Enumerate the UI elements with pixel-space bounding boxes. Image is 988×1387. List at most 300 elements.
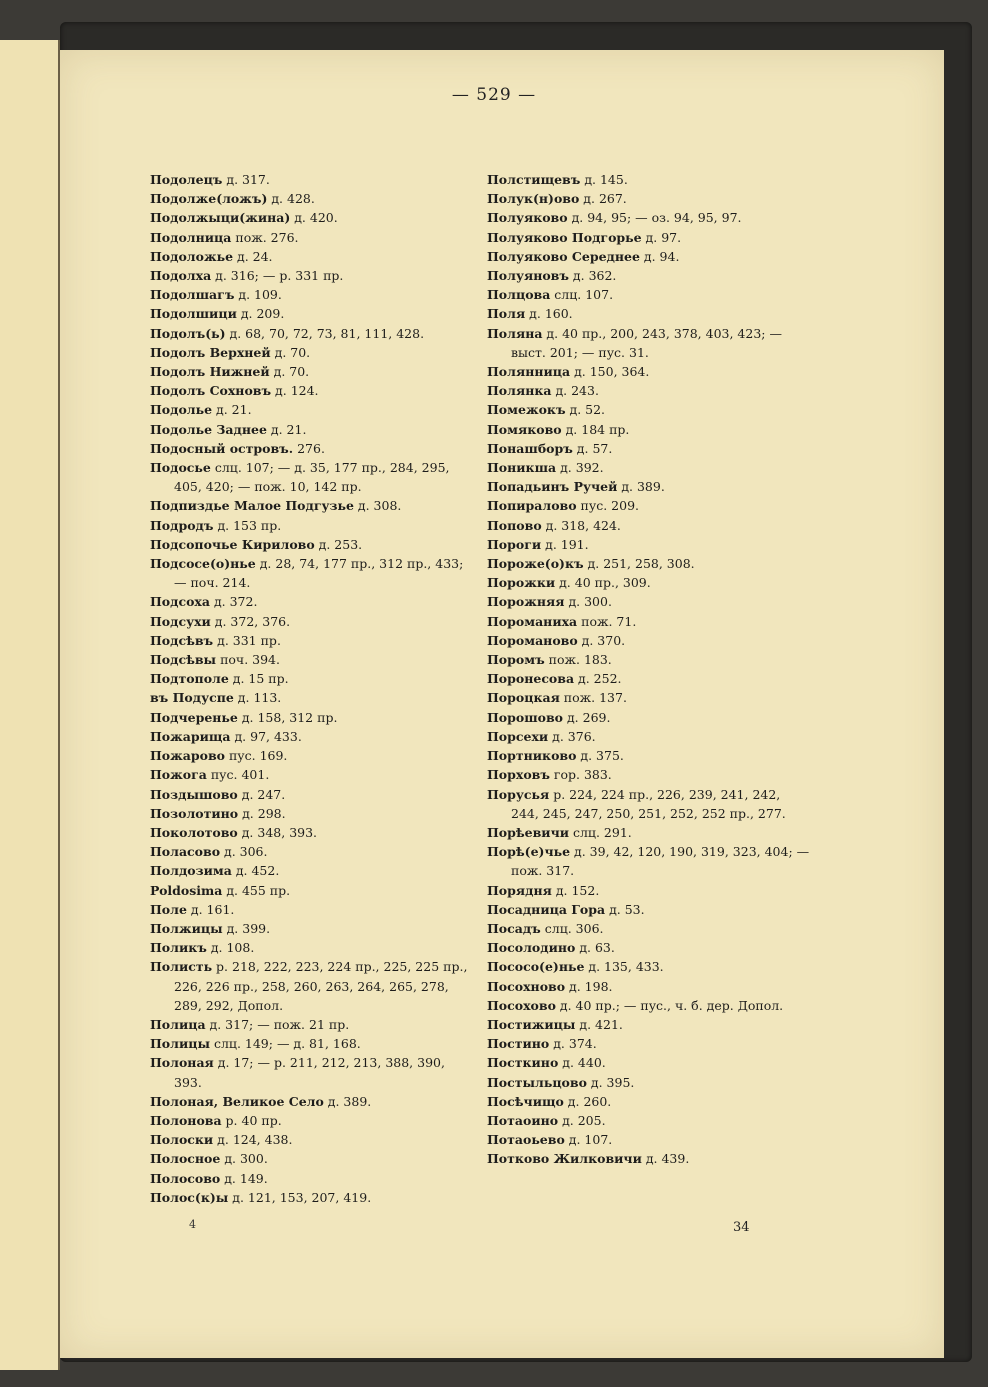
- entry-headword: Поля: [487, 306, 526, 322]
- entry-headword: Полоски: [150, 1132, 214, 1148]
- index-entry: [487, 977, 812, 996]
- entry-references: д. 251, 258, 308.: [583, 556, 695, 572]
- entry-references: д. 421.: [575, 1016, 623, 1032]
- index-entry: [487, 823, 812, 842]
- entry-references: д. 260.: [563, 1093, 612, 1109]
- entry-references: д. 376.: [548, 728, 596, 744]
- entry-references: д. 150, 364.: [570, 364, 650, 380]
- entry-headword: Посткино: [487, 1055, 559, 1071]
- entry-references: д. 209.: [236, 306, 285, 322]
- entry-references: д. 306.: [220, 844, 268, 860]
- index-entry: [487, 727, 812, 746]
- entry-references: д. 94, 95; — оз. 94, 95, 97.: [567, 210, 742, 226]
- entry-references: пож. 276.: [231, 229, 299, 245]
- entry-headword: Полосово: [150, 1170, 221, 1186]
- entry-headword: Полуяково Подгорье: [487, 229, 642, 245]
- entry-references: д. 318, 424.: [541, 517, 621, 533]
- entry-headword: Потаоьево: [487, 1132, 565, 1148]
- entry-headword: Поликъ: [150, 940, 207, 956]
- entry-references: д. 440.: [558, 1055, 606, 1071]
- entry-references: пож. 137.: [559, 690, 627, 706]
- entry-headword: Подолецъ: [150, 172, 223, 187]
- index-entry: [487, 381, 812, 400]
- entry-headword: въ Подуспе: [150, 690, 234, 706]
- entry-headword: Порховъ: [487, 767, 550, 783]
- entry-references: д. 317.: [222, 172, 270, 187]
- index-entry: [487, 708, 812, 727]
- index-entry: [487, 669, 812, 688]
- entry-references: д. 370.: [577, 632, 626, 648]
- entry-headword: Подсосе(о)нье: [150, 556, 256, 572]
- index-entry: [487, 496, 812, 515]
- entry-references: 276.: [293, 440, 325, 456]
- entry-references: д. 399.: [222, 920, 271, 936]
- entry-headword: Подтополе: [150, 671, 229, 687]
- entry-references: пус. 401.: [206, 767, 270, 783]
- entry-headword: Порѣ(е)чье: [487, 844, 571, 860]
- index-entry: [487, 1111, 812, 1130]
- index-entry: [150, 1034, 468, 1053]
- entry-references: д. 184 пр.: [561, 421, 630, 437]
- index-entry: [150, 343, 468, 362]
- entry-headword: Подолъ Сохновъ: [150, 383, 272, 399]
- entry-references: д. 267.: [579, 191, 627, 207]
- page-number: — 529 —: [451, 85, 537, 105]
- entry-headword: Попадьинъ Ручей: [487, 479, 618, 495]
- entry-references: д. 121, 153, 207, 419.: [228, 1189, 372, 1205]
- index-entry: [150, 1188, 468, 1207]
- index-entry: [150, 266, 468, 285]
- entry-references: д. 28, 74, 177 пр., 312 пр., 433; — поч. 214.: [174, 556, 464, 591]
- index-entry: [487, 266, 812, 285]
- entry-headword: Полстищевъ: [487, 172, 581, 187]
- index-entry: [150, 957, 468, 1015]
- entry-headword: Посолодино: [487, 940, 576, 956]
- entry-headword: Поляна: [487, 325, 543, 341]
- entry-references: пус. 169.: [224, 748, 288, 764]
- entry-references: слц. 107; — д. 35, 177 пр., 284, 295, 405, 420; — пож. 10, 142 пр.: [174, 460, 450, 495]
- index-entry: [150, 247, 468, 266]
- index-entry: [487, 170, 812, 189]
- entry-headword: Пожога: [150, 767, 207, 783]
- index-entry: [487, 1073, 812, 1092]
- entry-references: д. 389.: [617, 479, 665, 495]
- index-entry: [150, 727, 468, 746]
- entry-references: р. 40 пр.: [221, 1112, 282, 1128]
- entry-references: д. 348, 393.: [237, 824, 318, 840]
- entry-headword: Подосный островъ.: [150, 440, 294, 456]
- entry-headword: Поле: [150, 901, 187, 917]
- entry-headword: Помежокъ: [487, 402, 566, 418]
- entry-headword: Постыльцово: [487, 1074, 587, 1090]
- entry-references: д. 269.: [563, 709, 611, 725]
- entry-headword: Подосье: [150, 460, 211, 476]
- index-entry: [150, 439, 468, 458]
- entry-references: слц. 149; — д. 81, 168.: [210, 1036, 361, 1052]
- entry-references: д. 15 пр.: [228, 671, 289, 687]
- entry-headword: Подродъ: [150, 517, 214, 533]
- index-entry: [487, 1015, 812, 1034]
- index-entry: [150, 208, 468, 227]
- entry-headword: Полоная, Великое Село: [150, 1093, 324, 1109]
- entry-headword: Подолшагъ: [150, 287, 235, 303]
- entry-headword: Полуяково: [487, 210, 568, 226]
- entry-references: д. 158, 312 пр.: [237, 709, 338, 725]
- entry-references: д. 57.: [572, 440, 613, 456]
- entry-headword: Портниково: [487, 748, 577, 764]
- entry-references: д. 455 пр.: [222, 882, 291, 898]
- entry-headword: Посохово: [487, 997, 556, 1013]
- index-entry: [487, 304, 812, 323]
- entry-references: д. 243.: [551, 383, 599, 399]
- index-entry: [487, 996, 812, 1015]
- entry-references: д. 135, 433.: [584, 959, 664, 975]
- sheet-number: 34: [733, 1220, 750, 1235]
- entry-references: д. 70.: [270, 344, 311, 360]
- index-entry: [150, 842, 468, 861]
- entry-references: д. 161.: [186, 901, 235, 917]
- entry-references: д. 108.: [206, 940, 255, 956]
- index-entry: [487, 842, 812, 880]
- entry-headword: Полос(к)ы: [150, 1189, 229, 1205]
- entry-references: д. 107.: [564, 1132, 613, 1148]
- entry-references: д. 145.: [580, 172, 628, 187]
- entry-headword: Поласово: [150, 844, 221, 860]
- entry-references: д. 160.: [525, 306, 573, 322]
- entry-references: слц. 306.: [540, 920, 604, 936]
- index-entry: [150, 765, 468, 784]
- index-entry: [150, 189, 468, 208]
- entry-headword: Подпиздье Малое Подгузье: [150, 498, 354, 514]
- entry-references: д. 39, 42, 120, 190, 319, 323, 404; — пож. 317.: [511, 844, 810, 879]
- entry-headword: Полонова: [150, 1112, 222, 1128]
- index-entry: [150, 631, 468, 650]
- index-entry: [487, 439, 812, 458]
- index-entry: [487, 900, 812, 919]
- index-entry: [150, 1169, 468, 1188]
- index-entry: [150, 612, 468, 631]
- entry-headword: Подсопочье Кирилово: [150, 536, 315, 552]
- index-entry: [487, 919, 812, 938]
- entry-references: д. 109.: [234, 287, 282, 303]
- entry-headword: Потково Жилковичи: [487, 1151, 642, 1167]
- index-entry: [150, 228, 468, 247]
- entry-headword: Поздышово: [150, 786, 238, 802]
- index-entry: [150, 400, 468, 419]
- index-entry: [487, 1053, 812, 1072]
- index-entry: [487, 535, 812, 554]
- entry-references: д. 152.: [551, 882, 600, 898]
- entry-headword: Подолъ Верхней: [150, 344, 271, 360]
- index-entry: [150, 861, 468, 880]
- entry-headword: Порожки: [487, 575, 556, 591]
- entry-references: д. 198.: [565, 978, 613, 994]
- entry-references: д. 21.: [266, 421, 307, 437]
- index-entry: [487, 324, 812, 362]
- entry-headword: Полуяково Середнее: [487, 248, 640, 264]
- entry-headword: Поронесова: [487, 671, 575, 687]
- index-entry: [150, 785, 468, 804]
- index-entry: [150, 324, 468, 343]
- entry-references: д. 252.: [574, 671, 622, 687]
- index-entry: [487, 458, 812, 477]
- entry-headword: Попиралово: [487, 498, 577, 514]
- entry-headword: Пороманово: [487, 632, 578, 648]
- index-entry: [487, 554, 812, 573]
- entry-references: д. 97.: [641, 229, 682, 245]
- index-entry: [487, 362, 812, 381]
- entry-headword: Полянница: [487, 364, 571, 380]
- index-entry: [487, 420, 812, 439]
- entry-headword: Подсоха: [150, 594, 210, 610]
- entry-headword: Полжицы: [150, 920, 223, 936]
- index-entry: [487, 957, 812, 976]
- entry-references: д. 362.: [568, 268, 617, 284]
- entry-headword: Пороцкая: [487, 690, 560, 706]
- entry-references: слц. 107.: [550, 287, 614, 303]
- index-entry: [487, 650, 812, 669]
- index-entry: [150, 881, 468, 900]
- entry-references: д. 316; — р. 331 пр.: [211, 268, 344, 284]
- entry-references: д. 300.: [220, 1151, 268, 1167]
- entry-headword: Полица: [150, 1016, 206, 1032]
- index-entry: [150, 669, 468, 688]
- entry-headword: Подолъ(ь): [150, 325, 226, 341]
- index-entry: [150, 1053, 468, 1091]
- entry-references: д. 70.: [269, 364, 310, 380]
- entry-headword: Полосное: [150, 1151, 221, 1167]
- index-entry: [150, 1130, 468, 1149]
- entry-headword: Полдозима: [150, 863, 232, 879]
- entry-headword: Пожарища: [150, 728, 231, 744]
- entry-references: д. 40 пр., 309.: [555, 575, 651, 591]
- entry-references: д. 149.: [220, 1170, 268, 1186]
- entry-references: д. 389.: [323, 1093, 372, 1109]
- index-entry: [150, 650, 468, 669]
- entry-references: д. 331 пр.: [213, 632, 281, 648]
- index-entry: [150, 285, 468, 304]
- entry-headword: Полисть: [150, 959, 213, 975]
- entry-references: д. 392.: [556, 460, 604, 476]
- index-entry: [487, 881, 812, 900]
- entry-headword: Порсехи: [487, 728, 549, 744]
- entry-references: д. 124, 438.: [213, 1132, 293, 1148]
- index-entry: [150, 919, 468, 938]
- index-entry: [150, 688, 468, 707]
- entry-headword: Порѣевичи: [487, 824, 570, 840]
- entry-headword: Полоная: [150, 1055, 214, 1071]
- entry-headword: Поникша: [487, 460, 557, 476]
- entry-references: д. 40 пр., 200, 243, 378, 403, 423; — выст. 201; — пус. 31.: [511, 325, 782, 360]
- index-entry: [150, 804, 468, 823]
- entry-headword: Поромъ: [487, 652, 545, 668]
- entry-headword: Попово: [487, 517, 542, 533]
- entry-references: д. 21.: [212, 402, 252, 418]
- entry-headword: Подолье Заднее: [150, 421, 267, 437]
- entry-references: д. 94.: [639, 248, 680, 264]
- entry-headword: Посадъ: [487, 920, 541, 936]
- index-entry: [487, 477, 812, 496]
- right-column: [487, 170, 812, 1169]
- entry-headword: Подолница: [150, 229, 232, 245]
- entry-headword: Полуяновъ: [487, 268, 569, 284]
- entry-references: д. 53.: [605, 901, 645, 917]
- entry-references: д. 113.: [233, 690, 282, 706]
- entry-references: поч. 394.: [216, 652, 280, 668]
- entry-references: д. 375.: [576, 748, 624, 764]
- entry-headword: Потаоино: [487, 1112, 559, 1128]
- entry-references: д. 68, 70, 72, 73, 81, 111, 428.: [225, 325, 425, 341]
- entry-headword: Подолшици: [150, 306, 237, 322]
- entry-references: д. 97, 433.: [230, 728, 302, 744]
- entry-references: д. 153 пр.: [213, 517, 282, 533]
- entry-headword: Полук(н)ово: [487, 191, 580, 207]
- printer-signature: 4: [189, 1218, 196, 1231]
- entry-references: д. 253.: [314, 536, 363, 552]
- entry-headword: Подсухи: [150, 613, 211, 629]
- entry-references: д. 317; — пож. 21 пр.: [205, 1016, 350, 1032]
- entry-references: д. 17; — р. 211, 212, 213, 388, 390, 393.: [174, 1055, 445, 1090]
- index-entry: [150, 900, 468, 919]
- entry-headword: Подолъ Нижней: [150, 364, 270, 380]
- entry-references: р. 218, 222, 223, 224 пр., 225, 225 пр., 226, 226 пр., 258, 260, 263, 264, 265, 278, 289, 292, Допол.: [174, 959, 468, 1013]
- index-entry: [487, 208, 812, 227]
- index-entry: [150, 516, 468, 535]
- index-entry: [487, 400, 812, 419]
- entry-headword: Полцова: [487, 287, 551, 303]
- index-entry: [150, 746, 468, 765]
- entry-headword: Poldosima: [150, 882, 223, 898]
- index-entry: [487, 189, 812, 208]
- left-column: [150, 170, 468, 1207]
- entry-headword: Пороманиха: [487, 613, 578, 629]
- entry-headword: Пожарово: [150, 748, 225, 764]
- entry-references: пож. 183.: [544, 652, 612, 668]
- entry-headword: Пососо(е)нье: [487, 959, 585, 975]
- index-entry: [487, 785, 812, 823]
- index-entry: [487, 228, 812, 247]
- entry-headword: Полицы: [150, 1036, 210, 1052]
- entry-headword: Позолотино: [150, 805, 239, 821]
- entry-headword: Пороже(о)къ: [487, 556, 584, 572]
- index-entry: [150, 458, 468, 496]
- index-entry: [487, 765, 812, 784]
- index-entry: [487, 285, 812, 304]
- entry-headword: Посадница Гора: [487, 901, 606, 917]
- entry-headword: Полянка: [487, 383, 552, 399]
- entry-headword: Подолже(ложъ): [150, 191, 268, 207]
- entry-references: пус. 209.: [576, 498, 640, 514]
- entry-headword: Порошово: [487, 709, 564, 725]
- index-entry: [487, 612, 812, 631]
- entry-references: д. 124.: [271, 383, 319, 399]
- entry-references: д. 374.: [549, 1036, 597, 1052]
- index-entry: [150, 496, 468, 515]
- index-entry: [150, 708, 468, 727]
- entry-headword: Подолжыци(жина): [150, 210, 291, 226]
- entry-references: д. 24.: [233, 248, 273, 264]
- entry-references: д. 372.: [209, 594, 258, 610]
- entry-references: гор. 383.: [549, 767, 612, 783]
- entry-headword: Постижицы: [487, 1016, 576, 1032]
- index-entry: [487, 516, 812, 535]
- index-entry: [150, 420, 468, 439]
- index-entry: [150, 1111, 468, 1130]
- index-entry: [150, 170, 468, 189]
- entry-references: слц. 291.: [569, 824, 632, 840]
- index-entry: [150, 304, 468, 323]
- index-entry: [150, 1149, 468, 1168]
- entry-references: д. 52.: [565, 402, 606, 418]
- index-entry: [150, 938, 468, 957]
- entry-references: д. 439.: [641, 1151, 690, 1167]
- index-entry: [150, 381, 468, 400]
- index-entry: [150, 592, 468, 611]
- index-entry: [487, 688, 812, 707]
- entry-headword: Порядня: [487, 882, 552, 898]
- entry-headword: Подолха: [150, 268, 212, 284]
- entry-headword: Подсѣвъ: [150, 632, 214, 648]
- entry-headword: Подоложье: [150, 248, 234, 264]
- entry-references: д. 372, 376.: [210, 613, 291, 629]
- entry-references: д. 452.: [231, 863, 280, 879]
- index-entry: [487, 1130, 812, 1149]
- index-entry: [487, 592, 812, 611]
- entry-headword: Подчеренье: [150, 709, 238, 725]
- entry-references: пож. 71.: [577, 613, 637, 629]
- index-entry: [487, 1149, 812, 1168]
- entry-headword: Порусья: [487, 786, 550, 802]
- entry-headword: Подолье: [150, 402, 213, 418]
- index-entry: [150, 554, 468, 592]
- index-entry: [150, 823, 468, 842]
- entry-references: д. 300.: [564, 594, 612, 610]
- entry-references: д. 308.: [353, 498, 402, 514]
- entry-references: д. 428.: [267, 191, 315, 207]
- index-entry: [150, 1092, 468, 1111]
- index-entry: [150, 535, 468, 554]
- index-entry: [487, 573, 812, 592]
- entry-headword: Постино: [487, 1036, 550, 1052]
- index-entry: [487, 938, 812, 957]
- entry-headword: Посѣчищо: [487, 1093, 564, 1109]
- index-entry: [150, 1015, 468, 1034]
- entry-references: д. 205.: [558, 1112, 606, 1128]
- entry-references: д. 63.: [575, 940, 615, 956]
- entry-references: д. 40 пр.; — пус., ч. б. дер. Допол.: [555, 997, 784, 1013]
- entry-references: д. 298.: [238, 805, 286, 821]
- entry-headword: Пороги: [487, 536, 542, 552]
- index-entry: [487, 1092, 812, 1111]
- entry-headword: Подсѣвы: [150, 652, 217, 668]
- entry-headword: Понашборъ: [487, 440, 573, 456]
- entry-references: д. 395.: [586, 1074, 635, 1090]
- entry-headword: Помяково: [487, 421, 562, 437]
- index-entry: [487, 746, 812, 765]
- entry-references: д. 420.: [290, 210, 338, 226]
- index-entry: [487, 631, 812, 650]
- entry-references: д. 247.: [237, 786, 286, 802]
- index-entry: [150, 362, 468, 381]
- entry-headword: Порожняя: [487, 594, 565, 610]
- entry-references: д. 191.: [541, 536, 589, 552]
- index-entry: [487, 1034, 812, 1053]
- entry-headword: Поколотово: [150, 824, 238, 840]
- index-entry: [487, 247, 812, 266]
- entry-references: р. 224, 224 пр., 226, 239, 241, 242, 244, 245, 247, 250, 251, 252, 252 пр., 277.: [511, 786, 786, 821]
- entry-headword: Посохново: [487, 978, 566, 994]
- facing-page-edge: [0, 40, 60, 1370]
